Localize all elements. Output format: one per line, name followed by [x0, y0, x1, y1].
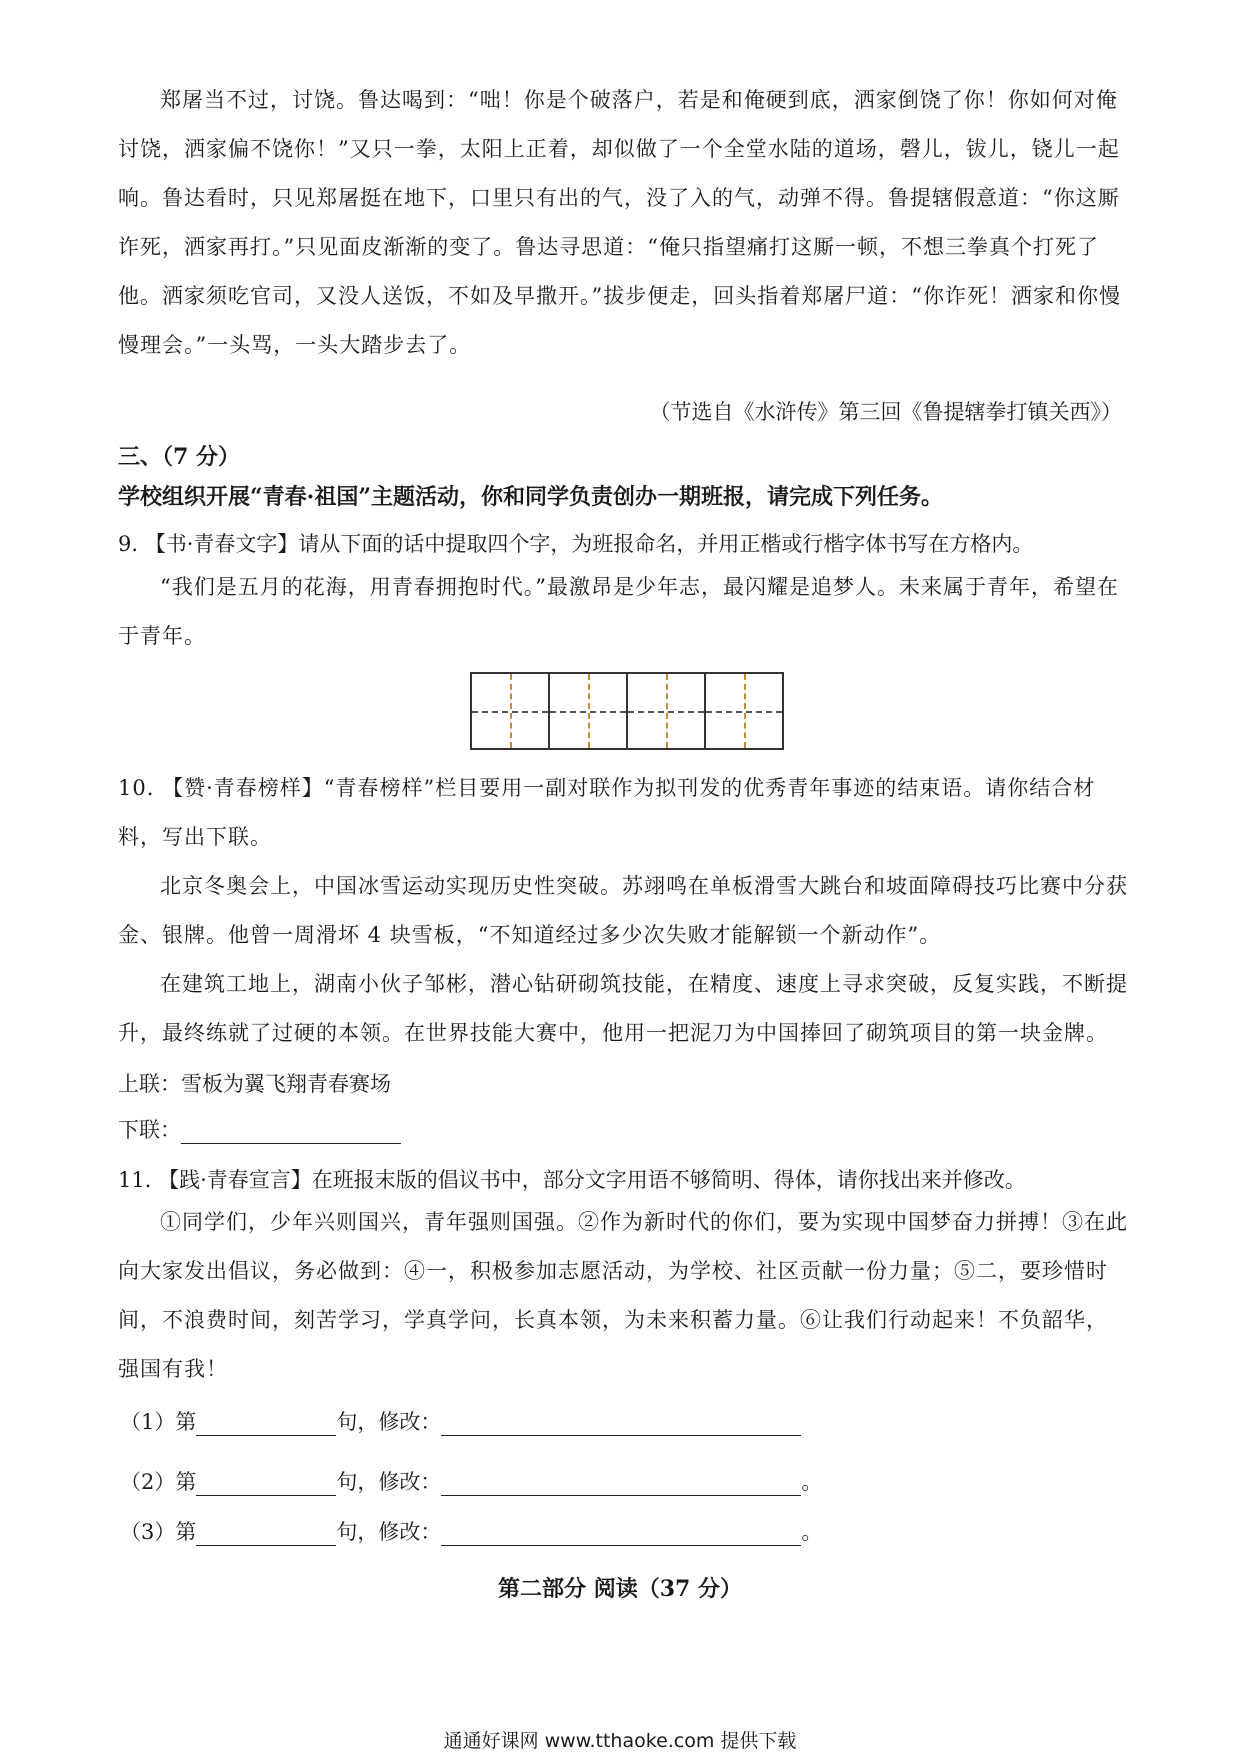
answer-end: 。 — [801, 1520, 823, 1544]
passage-paragraph: 郑屠当不过，讨饶。鲁达喝到：“咄！你是个破落户，若是和俺硬到底，洒家倒饶了你！你如何对俺讨饶，洒家偏不饶你！”又只一拳，太阳上正着，却似做了一个全堂水陆的道场，磬儿，钹儿，铙儿一起响。鲁达看时，只见郑屠挺在地下，口里只有出的气，没了入的气，动弹不得。鲁提辖假意道：“你这厮诈死，洒家再打。”只见面皮渐渐的变了。鲁达寻思道：“俺只指望痛打这厮一顿，不想三拳真个打死了他。洒家须吃官司，又没人送饭，不如及早撒开。”拔步便走，回头指着郑屠尸道：“你诈死！洒家和你慢慢理会。”一头骂，一头大踏步去了。 — [118, 88, 1121, 357]
sentence-blank[interactable] — [196, 1523, 336, 1546]
section-heading: 三、（7 分） — [118, 444, 240, 470]
sentence-blank[interactable] — [196, 1473, 336, 1496]
answer-row — [120, 1466, 822, 1496]
section-intro: 学校组织开展“青春·祖国”主题活动，你和同学负责创办一期班报，请完成下列任务。 — [118, 484, 943, 510]
question-11-prompt: 11. 【践·青春宣言】在班报末版的倡议书中，部分文字用语不够简明、得体，请你找出来并修改。 — [118, 1168, 1026, 1192]
couplet-upper: 上联：雪板为翼飞翔青春赛场 — [118, 1072, 391, 1096]
part-2-heading: 第二部分 阅读（37 分） — [498, 1576, 742, 1602]
grid-cell[interactable] — [706, 674, 782, 748]
answer-label: 句，修改： — [336, 1520, 442, 1544]
question-9-prompt: 9. 【书·青春文字】请从下面的话中提取四个字，为班报命名，并用正楷或行楷字体书写在方格内。 — [118, 532, 1034, 556]
question-9-material: “我们是五月的花海，用青春拥抱时代。”最激昂是少年志，最闪耀是追梦人。未来属于青年，希望在于青年。 — [118, 575, 1119, 648]
grid-cell[interactable] — [550, 674, 628, 748]
revision-blank[interactable] — [441, 1413, 801, 1436]
answer-number: （2）第 — [120, 1470, 197, 1494]
footer-watermark: 通通好课网 www.tthaoke.com 提供下载 — [443, 1730, 797, 1752]
sentence-blank[interactable] — [196, 1413, 336, 1436]
answer-label: 句，修改： — [336, 1410, 442, 1434]
couplet-lower-label: 下联： — [118, 1118, 181, 1142]
writing-grid[interactable] — [470, 672, 784, 750]
answer-label: 句，修改： — [336, 1470, 442, 1494]
passage-source: （节选自《水浒传》第三回《鲁提辖拳打镇关西》） — [649, 400, 1122, 424]
answer-number: （3）第 — [120, 1520, 197, 1544]
answer-row — [120, 1406, 801, 1436]
revision-blank[interactable] — [441, 1473, 801, 1496]
question-10-material-1: 北京冬奥会上，中国冰雪运动实现历史性突破。苏翊鸣在单板滑雪大跳台和坡面障碍技巧比赛中分获金、银牌。他曾一周滑坏 4 块雪板，“不知道经过多少次失败才能解锁一个新动作”。 — [118, 874, 1128, 947]
question-10-material-2: 在建筑工地上，湖南小伙子邹彬，潜心钻研砌筑技能，在精度、速度上寻求突破，反复实践，不断提升，最终练就了过硬的本领。在世界技能大赛中，他用一把泥刀为中国捧回了砌筑项目的第一块金牌。 — [118, 972, 1128, 1045]
couplet-lower-blank[interactable] — [181, 1121, 401, 1144]
question-10-prompt: 10. 【赞·青春榜样】“青春榜样”栏目要用一副对联作为拟刊发的优秀青年事迹的结束语。请你结合材料，写出下联。 — [118, 776, 1096, 849]
couplet-lower-row — [118, 1114, 401, 1144]
answer-end: 。 — [801, 1470, 823, 1494]
answer-row — [120, 1516, 822, 1546]
grid-cell[interactable] — [628, 674, 706, 748]
grid-cell[interactable] — [472, 674, 550, 748]
question-11-material: ①同学们，少年兴则国兴，青年强则国强。②作为新时代的你们，要为实现中国梦奋力拼搏！③在此向大家发出倡议，务必做到：④一，积极参加志愿活动，为学校、社区贡献一份力量；⑤二，要珍惜时间，不浪费时间，刻苦学习，学真学问，长真本领，为未来积蓄力量。⑥让我们行动起来！不负韶华，强国有我！ — [118, 1210, 1128, 1381]
revision-blank[interactable] — [441, 1523, 801, 1546]
answer-number: （1）第 — [120, 1410, 197, 1434]
